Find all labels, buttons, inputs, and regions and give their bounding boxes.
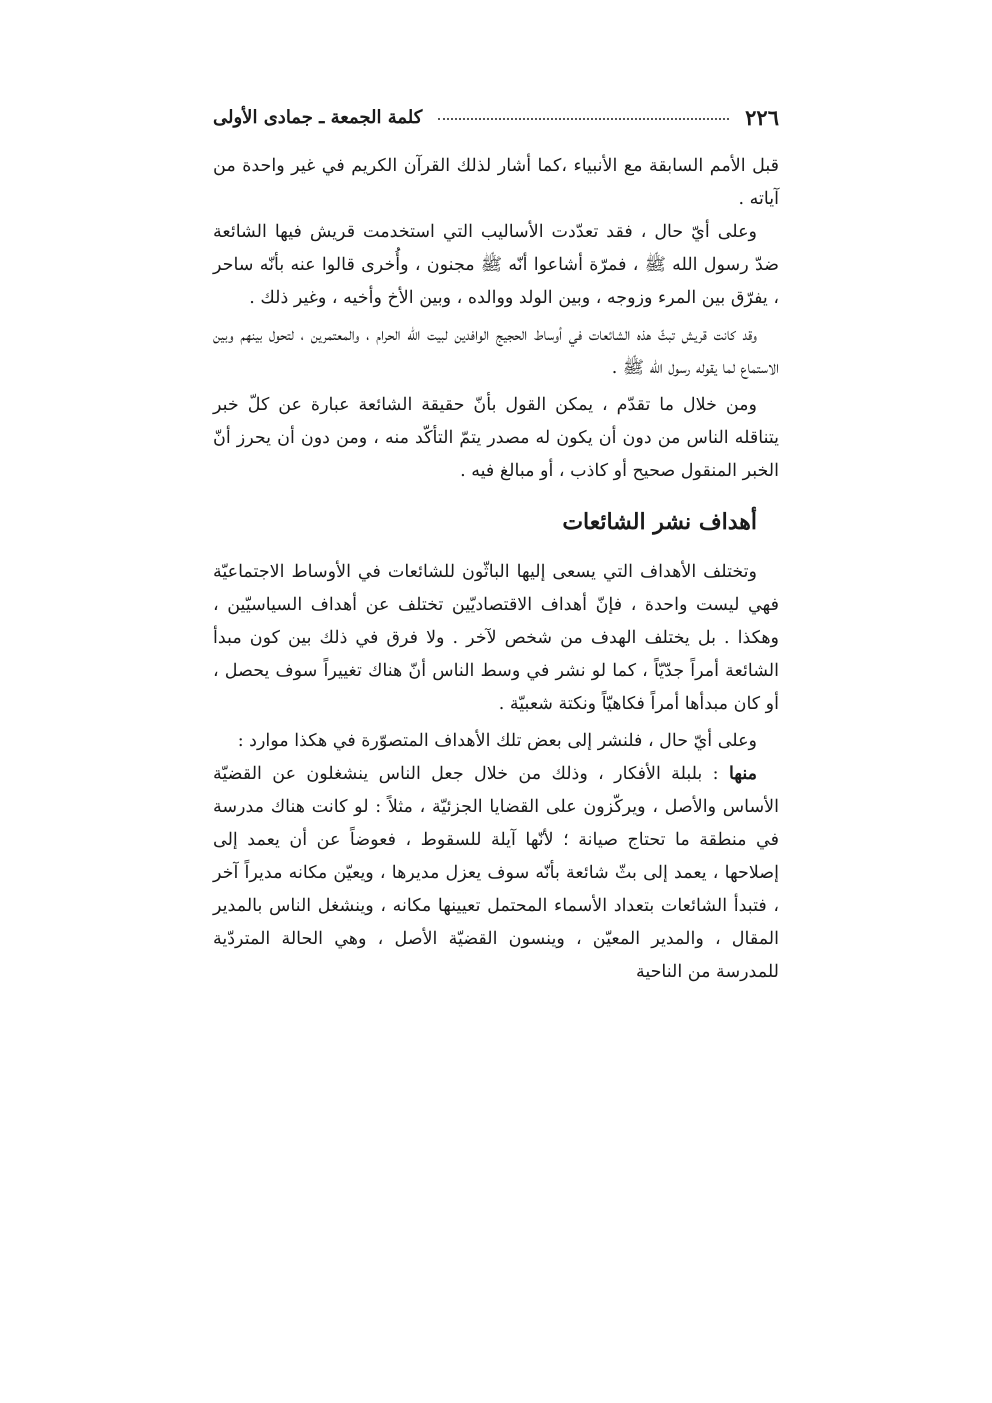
section-heading: أهداف نشر الشائعات [562, 509, 757, 535]
paragraph-lead-word: منها [728, 764, 757, 784]
page-header [213, 100, 779, 134]
paragraph-final [213, 758, 779, 989]
paragraph-text: : بلبلة الأفكار ، وذلك من خلال جعل الناس ينشغلون عن القضيّة الأساس والأصل ، ويركّزون على القضايا الجزئيّة ، مثلاً : لو كانت هناك مدرسة في منطقة ما تحتاج صيانة ؛ لأنّها آيلة للسقوط ، فعوضاً عن أن يعمد إلى إصلاحها ، يعمد إلى بثّ شائعة بأنّه سوف يعزل مديرها ، ويعيّن مكانه مديراً آخر ، فتبدأ الشائعات بتعداد الأسماء المحتمل تعيينها مكانه ، وينشغل الناس بالمدير المقال ، والمدير المعيّن ، وينسون القضيّة الأصل ، وهي الحالة المتردّية للمدرسة من الناحية [213, 764, 779, 982]
paragraph: وعلى أيّ حال ، فقد تعدّدت الأساليب التي استخدمت قريش فيها الشائعة ضدّ رسول الله ﷺ ، فمرّة أشاعوا أنّه ﷺ مجنون ، وأُخرى قالوا عنه بأنّه ساحر ، يفرّق بين المرء وزوجه ، وبين الولد ووالده ، وبين الأخ وأخيه ، وغير ذلك . [213, 222, 779, 308]
paragraph: وعلى أيّ حال ، فلنشر إلى بعض تلك الأهداف المتصوّرة في هكذا موارد : [237, 731, 757, 751]
paragraph: وقد كانت قريش تبثّ هذه الشائعات في أوساط الحجيج الوافدين لبيت الله الحرام ، والمعتمرين ، لتحول بينهم وبين الاستماع لما يقوله رسول الله ﷺ . [213, 325, 779, 378]
header-dotted-leader [438, 118, 729, 120]
paragraph: وتختلف الأهداف التي يسعى إليها الباثّون للشائعات في الأوساط الاجتماعيّة فهي ليست واحدة ، فإنّ أهداف الاقتصاديّين تختلف عن أهداف السياسيّين ، وهكذا . بل يختلف الهدف من شخص لآخر . ولا فرق في ذلك بين كون مبدأ الشائعة أمراً جدّيّاً ، كما لو نشر في وسط الناس أنّ هناك تغييراً سوف يحصل ، أو كان مبدأها أمراً فكاهيّاً ونكتة شعبيّة . [213, 562, 779, 714]
page-number: ٢٢٦ [745, 104, 779, 130]
paragraph: ومن خلال ما تقدّم ، يمكن القول بأنّ حقيقة الشائعة عبارة عن كلّ خبر يتناقله الناس من دون أن يكون له مصدر يتمّ التأكّد منه ، ومن دون أن يحرز أنّ الخبر المنقول صحيح أو كاذب ، أو مبالغ فيه . [213, 395, 779, 481]
paragraph: قبل الأمم السابقة مع الأنبياء ،كما أشار لذلك القرآن الكريم في غير واحدة من آياته . [213, 156, 779, 209]
page-body [213, 150, 779, 989]
running-title: كلمة الجمعة ـ جمادى الأولى [213, 106, 423, 128]
